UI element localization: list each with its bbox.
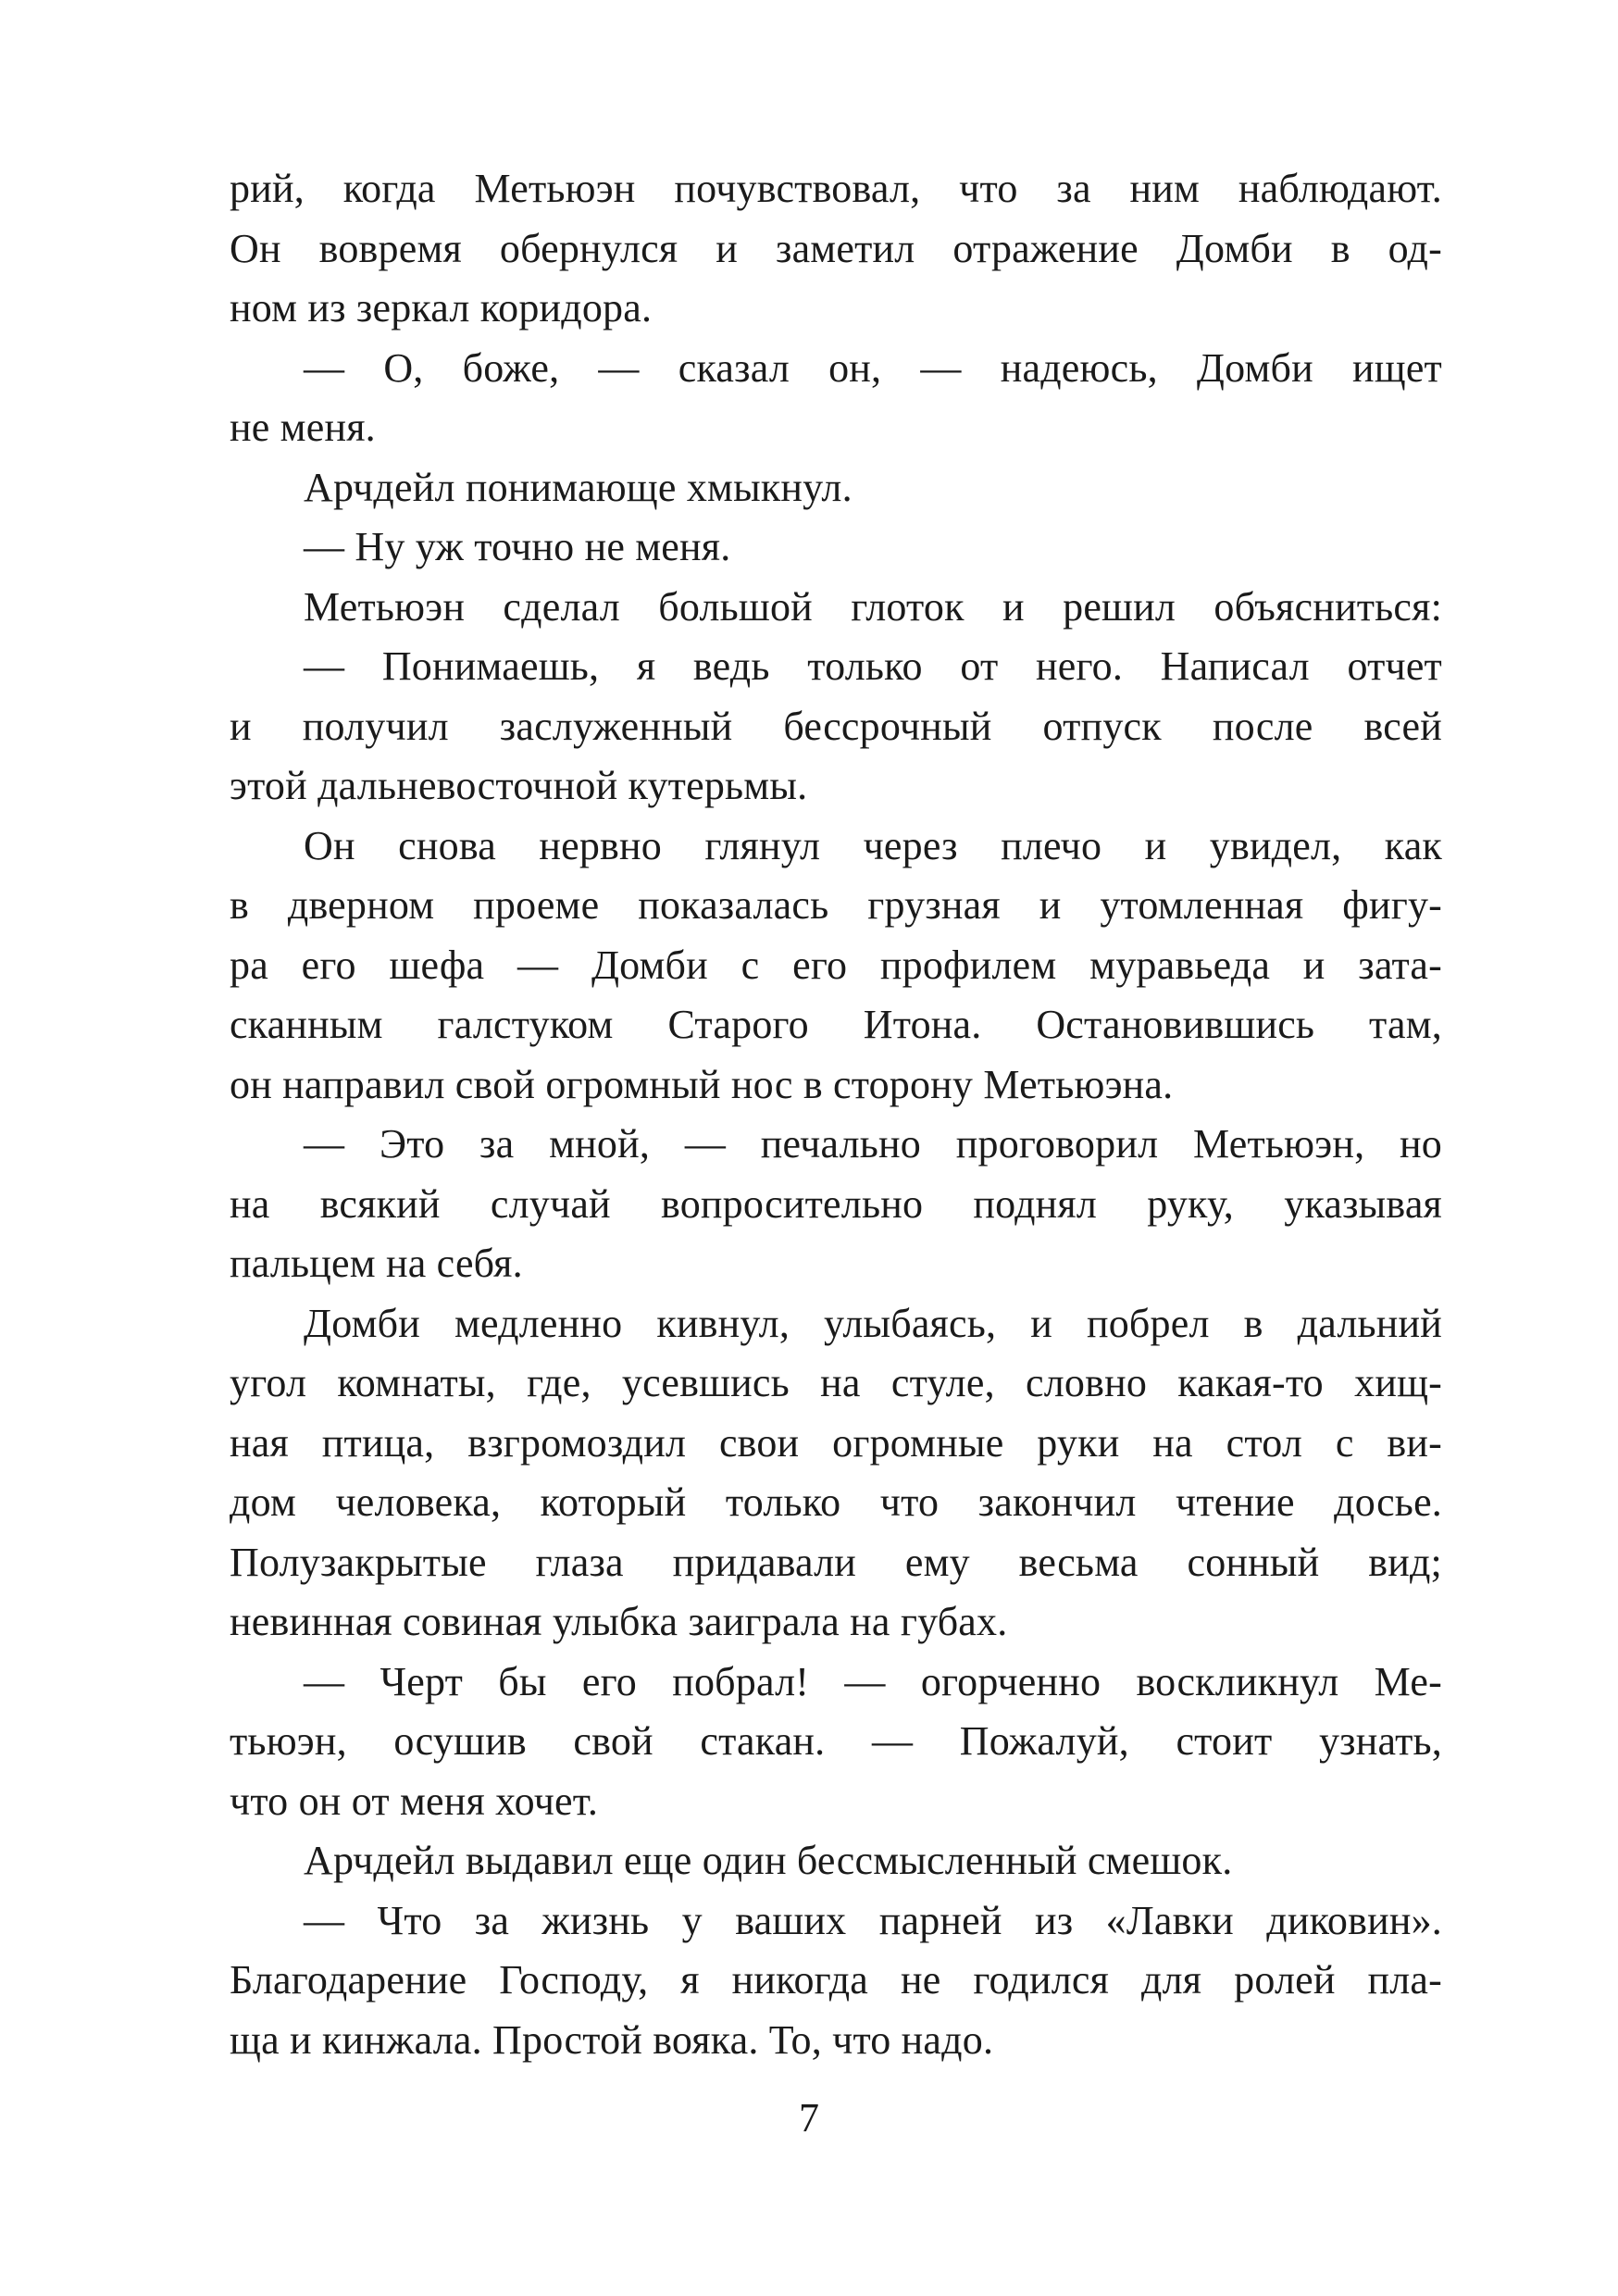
page-number: 7 <box>799 2095 819 2140</box>
text-line: Арчдейл понимающе хмыкнул. <box>304 464 853 510</box>
text-line: сканным галстуком Старого Итона. Остановившись там, <box>230 1002 1442 1047</box>
text-line: ра его шефа — Домби с его профилем муравьеда и зата- <box>230 942 1442 988</box>
text-line: Арчдейл выдавил еще один бессмысленный смешок. <box>304 1838 1233 1883</box>
text-line: рий, когда Метьюэн почувствовал, что за ним наблюдают. <box>230 166 1442 211</box>
body-text <box>230 159 1442 2070</box>
text-line: — О, боже, — сказал он, — надеюсь, Домби ищет <box>304 344 1442 391</box>
text-line: Метьюэн сделал большой глоток и решил объясниться: <box>304 583 1442 630</box>
text-line: Благодарение Господу, я никогда не годился для ролей пла- <box>230 1957 1442 2003</box>
text-line: этой дальневосточной кутерьмы. <box>230 763 808 808</box>
text-line: и получил заслуженный бессрочный отпуск после всей <box>230 703 1442 749</box>
text-line: угол комнаты, где, усевшись на стуле, словно какая-то хищ- <box>230 1360 1442 1405</box>
text-line: на всякий случай вопросительно поднял руку, указывая <box>230 1180 1442 1227</box>
text-line: невинная совиная улыбка заиграла на губах. <box>230 1599 1008 1644</box>
text-line: Полузакрытые глаза придавали ему весьма сонный вид; <box>230 1539 1442 1585</box>
text-line: дом человека, который только что закончил чтение досье. <box>230 1479 1442 1525</box>
text-line: ща и кинжала. Простой вояка. То, что надо. <box>230 2016 994 2063</box>
text-line: ная птица, взгромоздил свои огромные руки на стол с ви- <box>230 1419 1442 1466</box>
text-line: тьюэн, осушив свой стакан. — Пожалуй, стоит узнать, <box>230 1718 1442 1764</box>
text-line: — Это за мной, — печально проговорил Метьюэн, но <box>304 1121 1442 1167</box>
text-line: — Черт бы его побрал! — огорченно воскликнул Ме- <box>304 1658 1442 1704</box>
text-line: пальцем на себя. <box>230 1241 523 1286</box>
text-line: он направил свой огромный нос в сторону Метьюэна. <box>230 1061 1174 1107</box>
text-line: ном из зеркал коридора. <box>230 285 653 331</box>
text-line: Домби медленно кивнул, улыбаясь, и побрел в дальний <box>304 1300 1442 1346</box>
text-line: — Понимаешь, я ведь только от него. Написал отчет <box>304 643 1442 689</box>
text-line: в дверном проеме показалась грузная и утомленная фигу- <box>230 882 1442 928</box>
text-line: не меня. <box>230 405 376 450</box>
text-line: Он снова нервно глянул через плечо и увидел, как <box>304 822 1442 868</box>
text-line: — Что за жизнь у ваших парней из «Лавки диковин». <box>304 1897 1442 1943</box>
text-line: что он от меня хочет. <box>230 1778 599 1824</box>
text-line: Он вовремя обернулся и заметил отражение Домби в од- <box>230 225 1442 271</box>
text-line: — Ну уж точно не меня. <box>304 524 731 569</box>
